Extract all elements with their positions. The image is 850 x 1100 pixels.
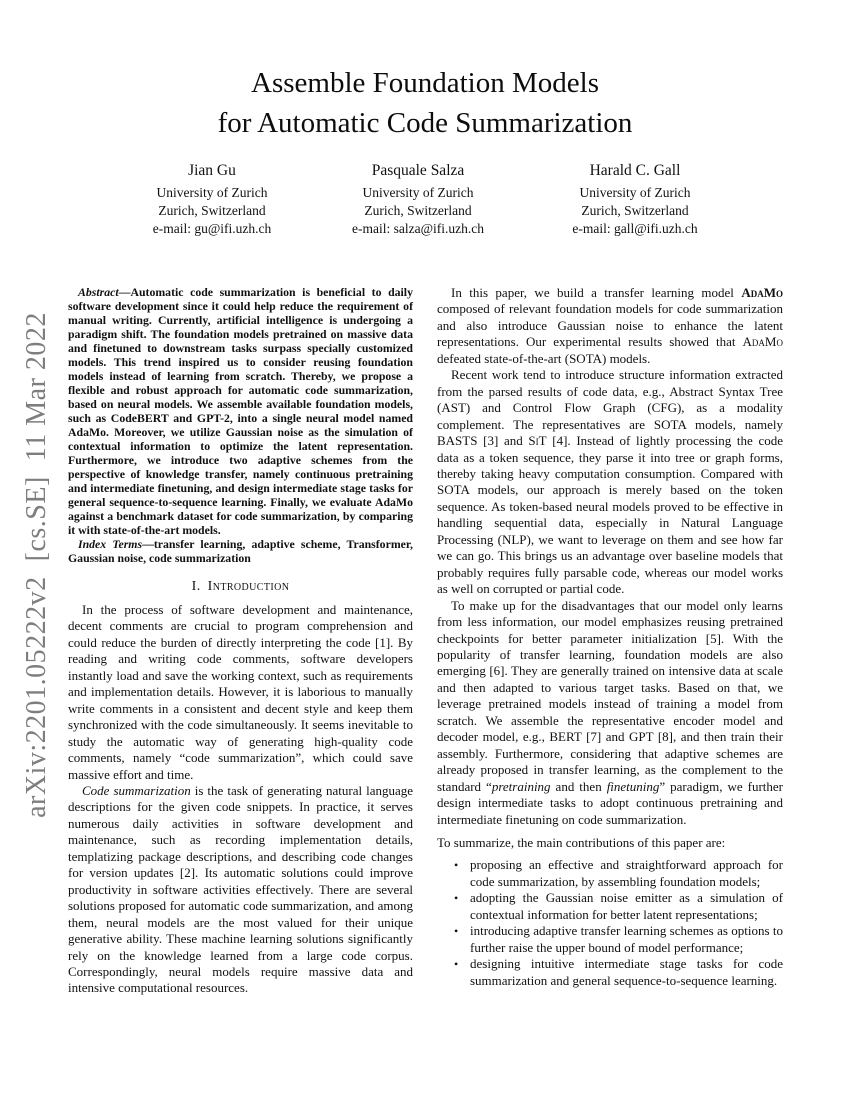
author-affiliation: University of Zurich	[362, 185, 474, 200]
left-column	[68, 285, 413, 997]
contribution-bullet-4	[437, 956, 783, 989]
paper-title	[0, 63, 850, 143]
intro-paragraph-2: Code summarization is the task of generating natural language descriptions for the given code snippets. In practice, it serves numerous daily activities in software development and maintenance, such as recording implementation details, templatizing package descriptions, and describing code changes for version updates [2]. Its automatic solutions could improve productivity in software activities effectively. There are several solutions proposed for automatic code summarization, and among them, neural models are the most valued for their unique generative ability. These machine learning solutions significantly rely on the knowledge learned from a large code corpus. Correspondingly, neural models require massive data and intensive computational resources.	[68, 782, 414, 996]
author-location: Zurich, Switzerland	[364, 203, 472, 218]
author-block-1	[92, 161, 332, 238]
right-paragraph-3: To make up for the disadvantages that our model only learns from less information, our model emphasizes reusing pretrained checkpoints for better parameter initialization [5]. With the popularity of transfer learning, foundation models are also emerging [6]. They are generally trained on intensive data at scale and then adapted to various target tasks. Based on that, we leverage pretrained models instead of training a model from scratch. We assemble the representative encoder model and decoder model, e.g., BERT [7] and GPT [8], and then train their assembly. Furthermore, considering that adaptive schemes are already proposed in transfer learning, as the complement to the standard “pretraining and then finetuning” paradigm, we further design intermediate tasks to adopt continuous pretraining and intermediate finetuning on code summarization.	[437, 597, 784, 827]
right-paragraph-2: Recent work tend to introduce structure information extracted from the parsed results of code data, e.g., Abstract Syntax Tree (AST) and Control Flow Graph (CFG), as a modality complement. The representatives are SOTA models, namely BASTS [3] and SiT [4]. Instead of lightly processing the code data as a token sequence, they parse it into tree or graph forms, thereby taking heavy computation consumption. Compared with SOTA models, our approach is merely based on the token sequence. As token-based neural models proved to be effective in handling sequential data, especially in Natural Language Processing (NLP), we want to leverage on them and see how far we can go. This brings us an advantage over baseline models that probably requires fully parsable code, whereas our model works as well on corrupted or partial code.	[437, 367, 784, 597]
author-name: Harald C. Gall	[589, 162, 681, 179]
bullet-marker: •	[454, 957, 459, 972]
author-name: Pasquale Salza	[371, 162, 465, 179]
contribution-bullet-1	[437, 857, 783, 890]
paper-title-line1: Assemble Foundation Models	[251, 67, 599, 99]
contribution-bullet-2	[437, 890, 783, 923]
author-email: e-mail: gall@ifi.uzh.ch	[572, 221, 698, 236]
intro-paragraph-1: In the process of software development and maintenance, decent comments are crucial to program comprehension and could reduce the burden of directly interpreting the code [1]. By reading and writing code comments, software developers instantly load and save the working context, such as requirements and implementation details. However, it is laborious to manually write comments in a consistent and decent style and keep them synchronized with the code simultaneously. It seems inevitable to study the automatic way of generating high-quality code comments, namely “code summarization”, which could save massive effort and time.	[68, 602, 413, 782]
author-email: e-mail: salza@ifi.uzh.ch	[351, 221, 484, 236]
author-block-3	[515, 161, 755, 238]
bullet-marker: •	[454, 858, 459, 873]
contributions-list	[437, 857, 783, 989]
author-block-2	[298, 161, 538, 238]
author-affiliation: University of Zurich	[156, 185, 268, 200]
contribution-bullet-text: adopting the Gaussian noise emitter as a simulation of contextual information for better latent representations;	[470, 890, 783, 922]
right-column	[437, 285, 783, 989]
contribution-bullet-text: proposing an effective and straightforward approach for code summarization, by assembling foundation models;	[470, 857, 783, 889]
section-heading-introduction: I. Introduction	[191, 579, 290, 594]
contributions-intro: To summarize, the main contributions of this paper are:	[437, 834, 726, 850]
arxiv-watermark: arXiv:2201.05222v2 [cs.SE] 11 Mar 2022	[21, 312, 52, 818]
bullet-marker: •	[454, 891, 459, 906]
author-location: Zurich, Switzerland	[581, 203, 689, 218]
author-location: Zurich, Switzerland	[158, 203, 266, 218]
paper-title-line2: for Automatic Code Summarization	[217, 107, 633, 139]
author-affiliation: University of Zurich	[579, 185, 691, 200]
contribution-bullet-text: designing intuitive intermediate stage tasks for code summarization and general sequence-to-sequence learning.	[470, 956, 783, 988]
author-name: Jian Gu	[188, 162, 236, 179]
index-terms-paragraph: Index Terms—transfer learning, adaptive scheme, Transformer, Gaussian noise, code summarization	[68, 537, 413, 565]
author-email: e-mail: gu@ifi.uzh.ch	[152, 221, 272, 236]
contribution-bullet-text: introducing adaptive transfer learning schemes as options to further raise the upper bound of model performance;	[470, 923, 783, 955]
right-paragraph-1: In this paper, we build a transfer learning model AdaMo composed of relevant foundation models for code summarization and also introduce Gaussian noise to enhance the latent representations. Our experimental results showed that AdaMo defeated state-of-the-art (SOTA) models.	[437, 285, 783, 366]
contribution-bullet-3	[437, 923, 783, 956]
abstract-paragraph: Abstract—Automatic code summarization is beneficial to daily software development since it could help reduce the requirement of manual writing. Currently, artificial intelligence is undergoing a paradigm shift. The foundation models pretrained on massive data and finetuned to downstream tasks surpass specially customized models. This trend inspired us to consider reusing foundation models instead of learning from scratch. Thereby, we propose a flexible and robust approach for automatic code summarization, based on neural models. We assemble available foundation models, such as CodeBERT and GPT-2, into a single neural model named AdaMo. Moreover, we utilize Gaussian noise as the simulation of contextual information to optimize the latent representation. Furthermore, we introduce two adaptive schemes from the perspective of knowledge transfer, namely continuous pretraining and intermediate finetuning, and design intermediate stage tasks for general sequence-to-sequence learning. Finally, we evaluate AdaMo against a benchmark dataset for code summarization, by comparing it with state-of-the-art models.	[68, 285, 413, 537]
bullet-marker: •	[454, 924, 459, 939]
